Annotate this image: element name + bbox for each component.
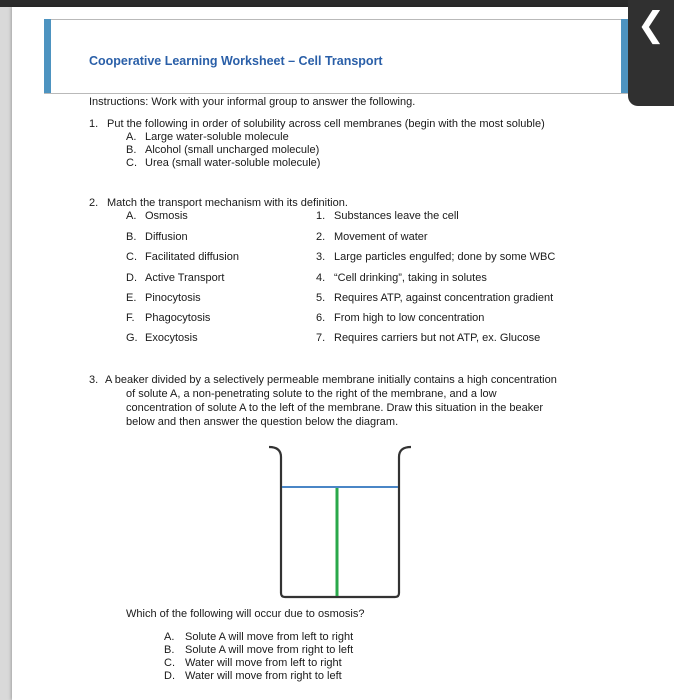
q3-prompt-line: concentration of solute A to the left of the membrane. Draw this situation in the beaker — [126, 402, 544, 414]
q2-definition-number: 5. — [316, 292, 326, 304]
q2-definition: “Cell drinking”, taking in solutes — [334, 272, 487, 284]
q1-item-text: Urea (small water-soluble molecule) — [145, 157, 321, 169]
q2-definition-number: 6. — [316, 312, 326, 324]
worksheet-page — [12, 7, 674, 700]
q2-term-letter: C. — [126, 251, 137, 263]
q2-definition: Movement of water — [334, 231, 428, 243]
q2-term-letter: E. — [126, 292, 137, 304]
q3-option-letter: C. — [164, 657, 175, 669]
q2-term: Exocytosis — [145, 332, 198, 344]
q1-item-letter: B. — [126, 144, 137, 156]
q3-prompt-line: below and then answer the question below the diagram. — [126, 416, 399, 428]
q3-option-letter: D. — [164, 670, 175, 682]
q1-item-letter: C. — [126, 157, 137, 169]
q2-term: Active Transport — [145, 272, 225, 284]
q2-term: Phagocytosis — [145, 312, 211, 324]
q2-term: Osmosis — [145, 210, 188, 222]
q2-term-letter: F. — [126, 312, 135, 324]
q1-item-text: Alcohol (small uncharged molecule) — [145, 144, 320, 156]
q2-term: Diffusion — [145, 231, 188, 243]
q2-definition: Requires ATP, against concentration gradient — [334, 292, 554, 304]
chevron-left-icon: ❮ — [636, 6, 666, 44]
q2-definition-number: 4. — [316, 272, 326, 284]
instructions: Instructions: Work with your informal group to answer the following. — [89, 96, 416, 108]
q2-term-letter: G. — [126, 332, 138, 344]
q2-definition: From high to low concentration — [334, 312, 485, 324]
q1-prompt: Put the following in order of solubility across cell membranes (begin with the most soluble) — [107, 118, 545, 130]
q2-definition-number: 7. — [316, 332, 326, 344]
q3-prompt-line: of solute A, a non-penetrating solute to the right of the membrane, and a low — [126, 388, 497, 400]
q3-prompt-line: A beaker divided by a selectively permeable membrane initially contains a high concentration — [105, 374, 557, 386]
q2-term-letter: B. — [126, 231, 137, 243]
header-accent-left — [44, 19, 51, 93]
q2-number: 2. — [89, 197, 99, 209]
q2-term-letter: D. — [126, 272, 137, 284]
q2-definition-number: 2. — [316, 231, 326, 243]
q3-option-letter: A. — [164, 631, 175, 643]
q3-option-text: Water will move from left to right — [185, 657, 342, 669]
q3-number: 3. — [89, 374, 99, 386]
q2-definition-number: 1. — [316, 210, 326, 222]
q3-option-letter: B. — [164, 644, 175, 656]
q3-option-text: Water will move from right to left — [185, 670, 342, 682]
q2-definition: Large particles engulfed; done by some WBC — [334, 251, 556, 263]
q2-term: Pinocytosis — [145, 292, 201, 304]
top-bar — [0, 0, 674, 7]
q2-term: Facilitated diffusion — [145, 251, 239, 263]
back-button[interactable] — [628, 0, 674, 106]
header-accent-right — [621, 19, 628, 93]
q3-option-text: Solute A will move from left to right — [185, 631, 354, 643]
header-top-rule — [44, 19, 628, 20]
beaker-glass — [269, 447, 411, 597]
header-bottom-rule — [44, 93, 628, 94]
q2-prompt: Match the transport mechanism with its definition. — [107, 197, 348, 209]
q2-term-letter: A. — [126, 210, 137, 222]
q1-number: 1. — [89, 118, 99, 130]
q1-item-letter: A. — [126, 131, 137, 143]
q3-option-text: Solute A will move from right to left — [185, 644, 354, 656]
q3-question: Which of the following will occur due to osmosis? — [126, 608, 365, 620]
q2-definition: Requires carriers but not ATP, ex. Glucose — [334, 332, 541, 344]
q2-definition-number: 3. — [316, 251, 326, 263]
q2-definition: Substances leave the cell — [334, 210, 459, 222]
q1-item-text: Large water-soluble molecule — [145, 131, 289, 143]
worksheet-title: Cooperative Learning Worksheet – Cell Transport — [89, 54, 383, 68]
beaker-diagram — [267, 445, 415, 605]
